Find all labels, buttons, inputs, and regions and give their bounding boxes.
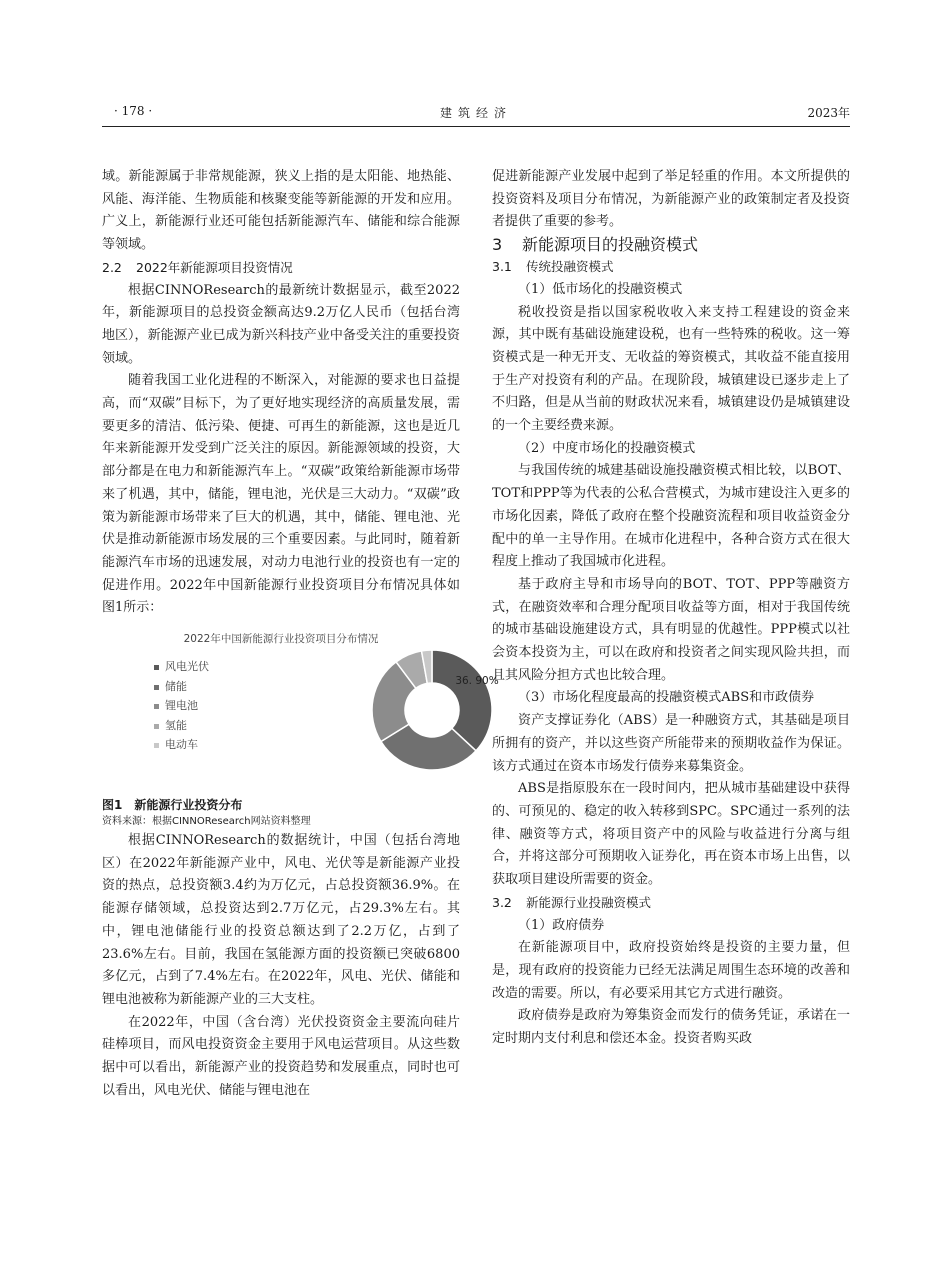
paragraph: 域。新能源属于非常规能源，狭义上指的是太阳能、地热能、风能、海洋能、生物质能和核聚变能等新能源的开发和应用。广义上，新能源行业还可能包括新能源汽车、储能和综合能源等领域。 (102, 169, 460, 253)
subheading: （1）政府债券 (518, 917, 605, 933)
section-heading-3-2 (492, 892, 850, 915)
section-title: 传统投融资模式 (526, 259, 614, 275)
section-number: 3.2 (492, 894, 512, 910)
paragraph: 资产支撑证券化（ABS）是一种融资方式，其基础是项目所拥有的资产，并以这些资产所能带来的预期收益作为保证。该方式通过在资本市场发行债券来募集资金。 (492, 713, 850, 774)
paragraph: 根据CINNOResearch的数据统计，中国（包括台湾地区）在2022年新能源产业中，风电、光伏等是新能源产业投资的热点，总投资额3.4约为万亿元，占总投资额36.9%。在能源存储领域，总投资达到2.7万亿元，占29.3%左右。其中，锂电池储能行业的投资总额达到了2.2万亿，占到了23.6%左右。目前，我国在氢能源方面的投资额已突破6800多亿元，占到了7.4%左右。在2022年，风电、光伏、储能和锂电池被称为新能源产业的三大支柱。 (102, 833, 460, 1007)
section-heading-2-2 (102, 257, 460, 280)
subheading: （2）中度市场化的投融资模式 (518, 440, 696, 456)
chart-title: 2022年中国新能源行业投资项目分布情况 (183, 633, 379, 646)
left-column (102, 166, 499, 1103)
legend-label: 风电光伏 (165, 660, 209, 674)
figure-caption: 图1 新能源行业投资分布 (102, 798, 243, 813)
donut-chart (102, 624, 499, 796)
section-number: 3.1 (492, 259, 512, 275)
header-rule (102, 126, 850, 127)
figure-1 (102, 624, 499, 796)
subheading: （1）低市场化的投融资模式 (518, 281, 683, 297)
right-column (492, 166, 850, 1051)
section-number: 3 (492, 235, 503, 255)
figure-source: 资料来源：根据CINNOResearch网站资料整理 (102, 816, 311, 828)
page-header (102, 102, 850, 124)
paragraph: 根据CINNOResearch的最新统计数据显示，截至2022年，新能源项目的总投资金额高达9.2万亿人民币（包括台湾地区），新能源产业已成为新兴科技产业中备受关注的重要投资领域。 (102, 282, 460, 366)
legend-label: 锂电池 (165, 699, 198, 713)
subheading: （3）市场化程度最高的投融资模式ABS和市政债券 (518, 690, 815, 706)
section-heading-3-1 (492, 256, 850, 279)
slice-data-label: 36. 90% (455, 675, 499, 688)
section-number: 2.2 (102, 259, 122, 275)
legend-label: 电动车 (165, 738, 198, 752)
paragraph: 与我国传统的城建基础设施投融资模式相比较，以BOT、TOT和PPP等为代表的公私合营模式，为城市建设注入更多的市场化因素，降低了政府在整个投融资流程和项目收益资金分配中的单一主导作用。在城市化进程中，各种合资方式在很大程度上推动了我国城市化进程。 (492, 463, 850, 570)
journal-title: 建筑经济 (439, 106, 512, 120)
legend-label: 氢能 (165, 718, 187, 732)
paragraph: 基于政府主导和市场导向的BOT、TOT、PPP等融资方式，在融资效率和合理分配项目收益等方面，相对于我国传统的城市基础设施建设方式，具有明显的优越性。PPP模式以社会资本投资为主，可以在政府和投资者之间实现风险共担，而且其风险分担方式也比较合理。 (492, 576, 850, 683)
legend-label: 储能 (165, 679, 187, 693)
paragraph: 促进新能源产业发展中起到了举足轻重的作用。本文所提供的投资资料及项目分布情况，为新能源产业的政策制定者及投资者提供了重要的参考。 (492, 169, 850, 230)
issue-year: 2023年 (807, 106, 850, 120)
paragraph: ABS是指原股东在一段时间内，把从城市基础建设中获得的、可预见的、稳定的收入转移到SPC。SPC通过一系列的法律、融资等方式，将项目资产中的风险与收益进行分离与组合，并将这部分可预期收入证券化，再在资本市场上出售，以获取项目建设所需要的资金。 (492, 781, 850, 888)
section-title: 2022年新能源项目投资情况 (136, 259, 293, 275)
page-number: · 178 · (114, 104, 153, 118)
section-heading-3 (492, 234, 850, 256)
paragraph: 税收投资是指以国家税收收入来支持工程建设的资金来源，其中既有基础设施建设税，也有一些特殊的税收。这一筹资模式是一种无开支、无收益的筹资模式，其收益不能直接用于生产对投资有利的产品。在现阶段，城镇建设已逐步走上了不归路，但是从当前的财政状况来看，城镇建设仍是城镇建设的一个主要经费来源。 (492, 304, 850, 434)
paragraph: 在新能源项目中，政府投资始终是投资的主要力量，但是，现有政府的投资能力已经无法满足周围生态环境的改善和改造的需要。所以，有必要采用其它方式进行融资。 (492, 940, 850, 1001)
paragraph: 在2022年，中国（含台湾）光伏投资资金主要流向硅片硅棒项目，而风电投资资金主要用于风电运营项目。从这些数据中可以看出，新能源产业的投资趋势和发展重点，同时也可以看出，风电光伏、储能与锂电池在 (102, 1014, 460, 1098)
paragraph: 随着我国工业化进程的不断深入，对能源的要求也日益提高，而“双碳”目标下，为了更好地实现经济的高质量发展，需要更多的清洁、低污染、便捷、可再生的新能源，这也是近几年来新能源开发受到广泛关注的原因。新能源领域的投资，大部分都是在电力和新能源汽车上。“双碳”政策给新能源市场带来了机遇，其中，储能，锂电池，光伏是三大动力。“双碳”政策为新能源市场带来了巨大的机遇，其中，储能、锂电池、光伏是推动新能源市场发展的三个重要因素。与此同时，随着新能源汽车市场的迅速发展，对动力电池行业的投资也有一定的促进作用。2022年中国新能源行业投资项目分布情况具体如图1所示： (102, 373, 460, 616)
paragraph: 政府债券是政府为筹集资金而发行的债务凭证，承诺在一定时期内支付利息和偿还本金。投资者购买政 (492, 1008, 850, 1047)
section-title: 新能源行业投融资模式 (526, 894, 652, 910)
section-title: 新能源项目的投融资模式 (522, 235, 699, 255)
